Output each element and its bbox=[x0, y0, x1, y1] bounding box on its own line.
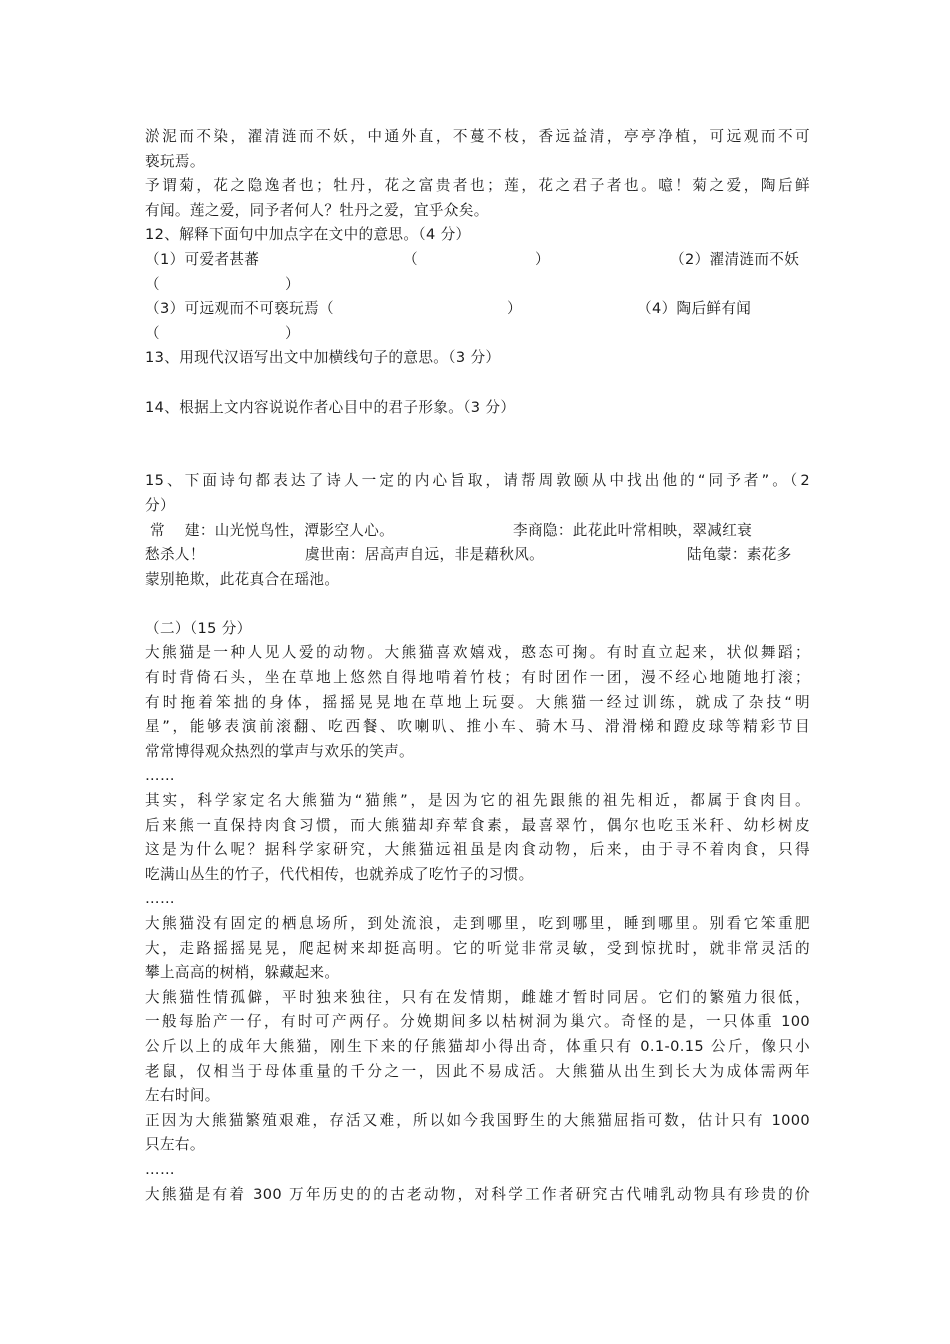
q15-poet-3: 虞世南：居高声自远，非是藉秋风。 bbox=[305, 546, 545, 564]
q12-item-4: （4）陶后鲜有闻 bbox=[637, 300, 752, 318]
paragraph-line: 大，走路摇摇晃晃，爬起树来却挺高明。它的听觉非常灵敏，受到惊扰时，就非常灵活的 bbox=[145, 939, 810, 957]
q12-item-1: （1）可爱者甚蕃 bbox=[145, 250, 260, 268]
question-12-row-4 bbox=[145, 322, 810, 347]
paragraph-line: 左右时间。 bbox=[145, 1087, 220, 1105]
paragraph-line: 只左右。 bbox=[145, 1136, 205, 1154]
question-13-title: 13、用现代汉语写出文中加横线句子的意思。（3 分） bbox=[145, 349, 501, 367]
q15-poets-row-1 bbox=[145, 519, 810, 544]
poem-line: 予谓菊，花之隐逸者也；牡丹，花之富贵者也；莲，花之君子者也。噫！菊之爱，陶后鲜 bbox=[145, 177, 810, 195]
paragraph-line: 星”，能够表演前滚翻、吃西餐、吹喇叭、推小车、骑木马、滑滑梯和蹬皮球等精彩节目 bbox=[145, 718, 810, 736]
q12-item-2: （2）濯清涟而不妖 bbox=[670, 250, 800, 268]
paragraph-line: 常常博得观众热烈的掌声与欢乐的笑声。 bbox=[145, 742, 414, 760]
ellipsis: …… bbox=[145, 1160, 175, 1178]
q15-poet-1: 常 建：山光悦鸟性，潭影空人心。 bbox=[150, 521, 395, 539]
q15-poets-row-2 bbox=[145, 543, 810, 568]
q15-poet-4-cont: 蒙别艳欺，此花真合在瑶池。 bbox=[145, 570, 340, 588]
paragraph-line: 这是为什么呢？据科学家研究，大熊猫远祖虽是肉食动物，后来，由于寻不着肉食，只得 bbox=[145, 841, 810, 859]
question-12-title: 12、解释下面句中加点字在文中的意思。（4 分） bbox=[145, 226, 471, 244]
paragraph-line: 其实，科学家定名大熊猫为“猫熊”，是因为它的祖先跟熊的祖先相近，都属于食肉目。 bbox=[145, 792, 810, 810]
q15-poet-4: 陆龟蒙：素花多 bbox=[687, 546, 792, 564]
poem-line: 亵玩焉。 bbox=[145, 152, 205, 170]
paragraph-line: 后来熊一直保持肉食习惯，而大熊猫却弃荤食素，最喜翠竹，偶尔也吃玉米秆、幼杉树皮 bbox=[145, 816, 810, 834]
question-12-row-1 bbox=[145, 248, 810, 273]
paragraph-line: 攀上高高的树梢，躲藏起来。 bbox=[145, 964, 340, 982]
paragraph-line: 大熊猫是一种人见人爱的动物。大熊猫喜欢嬉戏，憨态可掬。有时直立起来，状似舞蹈； bbox=[145, 644, 810, 662]
section-2-heading: （二）（15 分） bbox=[145, 619, 252, 637]
q15-poet-2-cont: 愁杀人！ bbox=[145, 546, 205, 564]
q12-paren-close: ） bbox=[507, 300, 522, 318]
q12-paren-open: （ bbox=[403, 250, 418, 268]
question-14-title: 14、根据上文内容说说作者心目中的君子形象。（3 分） bbox=[145, 398, 516, 416]
poem-line: 有闻。莲之爱，同予者何人？牡丹之爱，宜乎众矣。 bbox=[145, 201, 489, 219]
q12-paren-close: ） bbox=[285, 324, 300, 342]
question-12-row-3 bbox=[145, 297, 810, 322]
q12-paren-open: （ bbox=[145, 324, 160, 342]
paragraph-line: 有时拖着笨拙的身体，摇摇晃晃地在草地上玩耍。大熊猫一经过训练，就成了杂技“明 bbox=[145, 693, 810, 711]
paragraph-line: 公斤以上的成年大熊猫，刚生下来的仔熊猫却小得出奇，体重只有 0.1-0.15 公斤，像只小 bbox=[145, 1037, 810, 1055]
q12-item-3: （3）可远观而不可亵玩焉（ bbox=[145, 300, 334, 318]
paragraph-line: 大熊猫是有着 300 万年历史的的古老动物，对科学工作者研究古代哺乳动物具有珍贵的价 bbox=[145, 1185, 810, 1203]
poem-line: 淤泥而不染，濯清涟而不妖，中通外直，不蔓不枝，香远益清，亭亭净植，可远观而不可 bbox=[145, 128, 810, 145]
ellipsis: …… bbox=[145, 890, 175, 908]
question-15-title-cont: 分） bbox=[145, 496, 175, 514]
question-12-row-2 bbox=[145, 273, 810, 298]
question-15-title: 15、下面诗句都表达了诗人一定的内心旨取，请帮周敦颐从中找出他的“同予者”。（2 bbox=[145, 472, 810, 490]
paragraph-line: 老鼠，仅相当于母体重量的千分之一，因此不易成活。大熊猫从出生到长大为成体需两年 bbox=[145, 1062, 810, 1080]
q15-poet-2: 李商隐：此花此叶常相映，翠减红衰 bbox=[513, 521, 753, 539]
paragraph-line: 大熊猫没有固定的栖息场所，到处流浪，走到哪里，吃到哪里，睡到哪里。别看它笨重肥 bbox=[145, 915, 810, 932]
q12-paren-close: ） bbox=[535, 250, 550, 268]
paragraph-line: 正因为大熊猫繁殖艰难，存活又难，所以如今我国野生的大熊猫屈指可数，估计只有 1000 bbox=[145, 1111, 810, 1129]
document-page bbox=[145, 125, 810, 1207]
q12-paren-open: （ bbox=[145, 275, 160, 293]
paragraph-line: 有时背倚石头，坐在草地上悠然自得地啃着竹枝；有时团作一团，漫不经心地随地打滚； bbox=[145, 669, 810, 687]
paragraph-line: 吃满山丛生的竹子，代代相传，也就养成了吃竹子的习惯。 bbox=[145, 865, 534, 883]
paragraph-line: 大熊猫性情孤僻，平时独来独往，只有在发情期，雌雄才暂时同居。它们的繁殖力很低， bbox=[145, 988, 810, 1006]
ellipsis: …… bbox=[145, 767, 175, 785]
paragraph-line: 一般每胎产一仔，有时可产两仔。分娩期间多以枯树洞为巢穴。奇怪的是，一只体重 100 bbox=[145, 1013, 810, 1031]
q12-paren-close: ） bbox=[285, 275, 300, 293]
